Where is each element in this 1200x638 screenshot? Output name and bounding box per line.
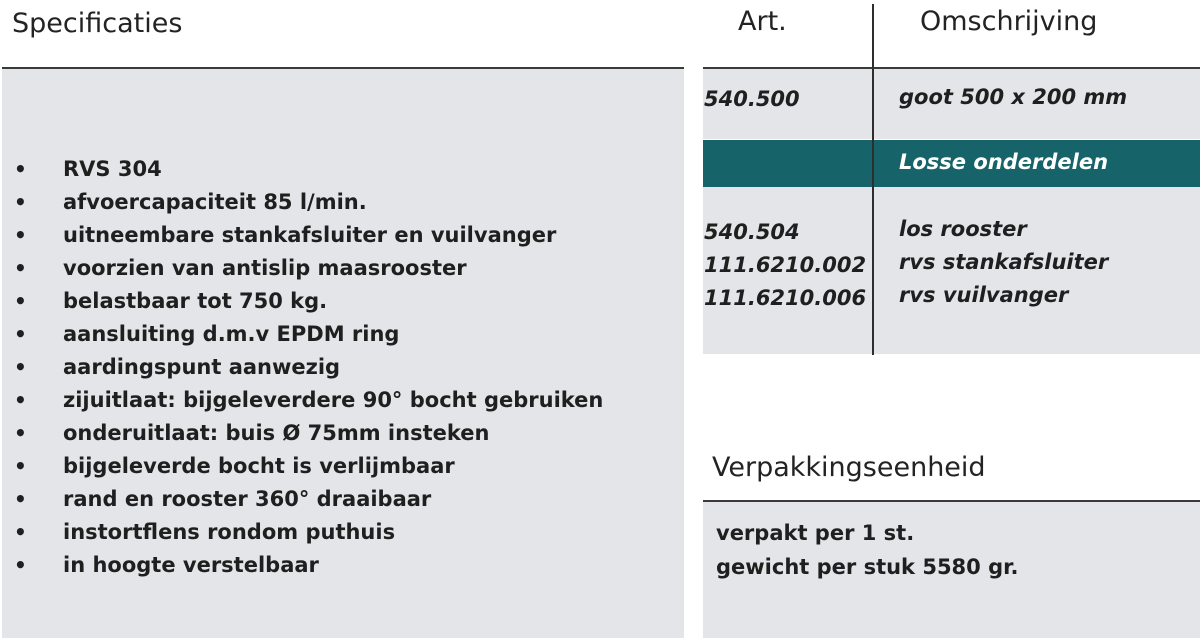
bullet-icon: • (14, 322, 27, 346)
spec-item-text: onderuitlaat: buis Ø 75mm insteken (63, 421, 490, 445)
spec-item-text: in hoogte verstelbaar (63, 553, 319, 577)
table-header-rule (703, 67, 1200, 69)
spec-item-text: uitneembare stankafsluiter en vuilvanger (63, 223, 557, 247)
main-row-description: goot 500 x 200 mm (899, 85, 1128, 109)
part-art: 540.504 (704, 220, 800, 244)
bullet-icon: • (14, 421, 27, 445)
bullet-icon: • (14, 388, 27, 412)
section-label: Losse onderdelen (899, 150, 1109, 174)
spec-item-text: belastbaar tot 750 kg. (63, 289, 328, 313)
spec-item-text: instortflens rondom puthuis (63, 520, 396, 544)
bullet-icon: • (14, 553, 27, 577)
main-row-art: 540.500 (704, 87, 800, 111)
packaging-line: verpakt per 1 st. (716, 521, 915, 545)
spec-item-text: zijuitlaat: bijgeleverdere 90° bocht gebruiken (63, 388, 604, 412)
packaging-title: Verpakkingseenheid (712, 452, 986, 483)
packaging-line: gewicht per stuk 5580 gr. (716, 555, 1019, 579)
specs-panel (2, 69, 684, 638)
spec-item-text: bijgeleverde bocht is verlijmbaar (63, 454, 455, 478)
specs-title: Specificaties (12, 8, 183, 39)
spec-item-text: RVS 304 (63, 157, 162, 181)
bullet-icon: • (14, 355, 27, 379)
part-description: rvs vuilvanger (899, 283, 1069, 307)
spec-item-text: aansluiting d.m.v EPDM ring (63, 322, 400, 346)
part-description: rvs stankafsluiter (899, 250, 1109, 274)
part-art: 111.6210.006 (704, 286, 867, 310)
spec-item-text: aardingspunt aanwezig (63, 355, 341, 379)
spec-item-text: afvoercapaciteit 85 l/min. (63, 190, 367, 214)
bullet-icon: • (14, 223, 27, 247)
bullet-icon: • (14, 289, 27, 313)
part-art: 111.6210.002 (704, 253, 867, 277)
bullet-icon: • (14, 454, 27, 478)
header-description: Omschrijving (920, 6, 1098, 37)
bullet-icon: • (14, 256, 27, 280)
spec-item-text: voorzien van antislip maasrooster (63, 256, 467, 280)
part-description: los rooster (899, 217, 1027, 241)
bullet-icon: • (14, 190, 27, 214)
spec-item-text: rand en rooster 360° draaibaar (63, 487, 432, 511)
table-column-divider (872, 4, 874, 355)
bullet-icon: • (14, 520, 27, 544)
bullet-icon: • (14, 487, 27, 511)
bullet-icon: • (14, 157, 27, 181)
header-art: Art. (738, 6, 787, 37)
